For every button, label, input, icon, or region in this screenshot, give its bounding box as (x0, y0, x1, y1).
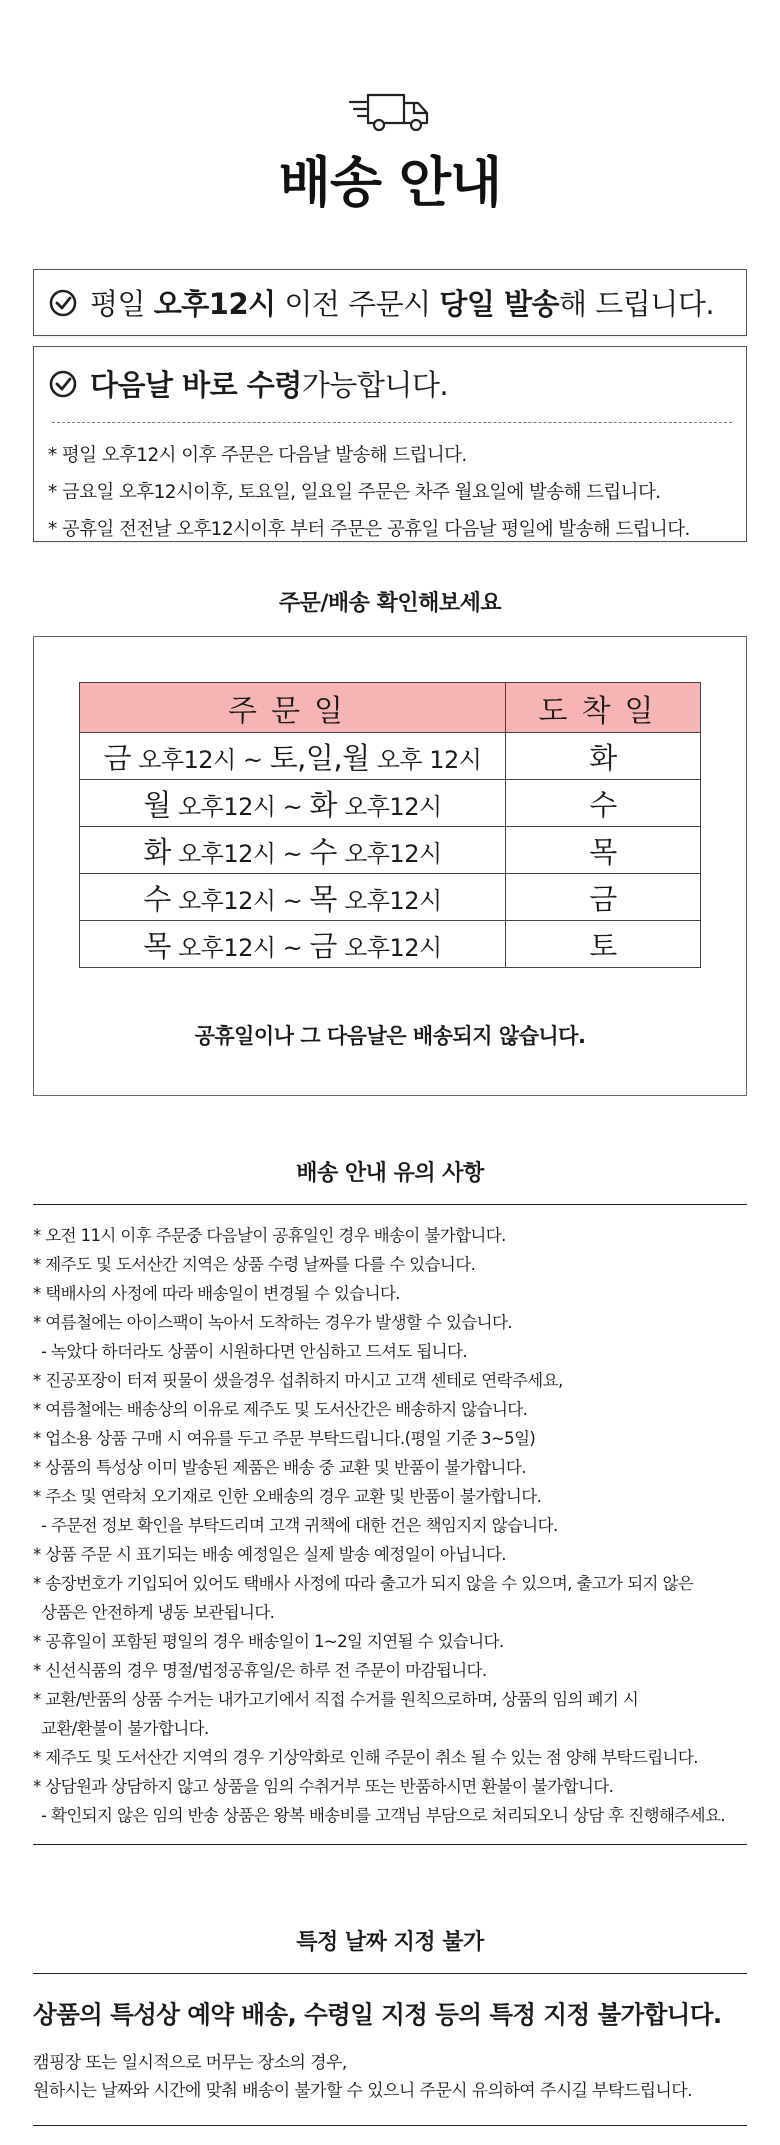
arrival-day: 수 (506, 780, 701, 827)
order-range (80, 921, 506, 968)
from-time: 오후12시 ~ (170, 886, 310, 915)
next-day-notes (48, 437, 746, 548)
no-delivery-notice: 공휴일이나 그 다음날은 배송되지 않습니다. (194, 1024, 586, 1048)
to-time: 오후12시 (336, 792, 442, 821)
to-time: 오후12시 (336, 839, 442, 868)
same-day-shipping-box (33, 269, 747, 336)
order-range (80, 874, 506, 921)
specific-date-body (33, 2049, 747, 2105)
caution-item: * 상품의 특성상 이미 발송된 제품은 배송 중 교환 및 반품이 불가합니다. (33, 1458, 526, 1477)
caution-subitem: - 녹았다 하더라도 상품이 시원하다면 안심하고 드셔도 됩니다. (41, 1342, 467, 1361)
from-day: 화 (143, 834, 171, 869)
arrival-day: 화 (506, 733, 701, 780)
next-day-post: 가능합니다. (301, 368, 449, 402)
arrival-day: 목 (506, 827, 701, 874)
specific-line: 캠핑장 또는 일시적으로 머무는 장소의 경우, (33, 2053, 347, 2073)
table-row (80, 733, 701, 780)
caution-item: * 송장번호가 기입되어 있어도 택배사 사정에 따라 출고가 되지 않을 수 있으며, 출고가 되지 않은 (33, 1574, 694, 1593)
check-circle-icon (48, 288, 78, 318)
from-day: 목 (143, 928, 171, 963)
order-check-box (33, 636, 747, 1096)
table-row (80, 780, 701, 827)
to-day: 토,일,월 (269, 740, 370, 775)
arrival-day: 금 (506, 874, 701, 921)
caution-item: * 제주도 및 도서산간 지역은 상품 수령 날짜를 다를 수 있습니다. (33, 1255, 476, 1274)
from-day: 월 (143, 787, 171, 822)
divider (33, 1973, 747, 1974)
from-day: 수 (143, 881, 171, 916)
page-header (0, 0, 780, 217)
note-item: * 공휴일 전전날 오후12시이후 부터 주문은 공휴일 다음날 평일에 발송해 드립니다. (48, 519, 690, 540)
same-day-mid: 이전 주문시 (275, 287, 440, 321)
check-circle-icon (48, 369, 78, 399)
order-range (80, 733, 506, 780)
note-item: * 평일 오후12시 이후 주문은 다음날 발송해 드립니다. (48, 445, 467, 466)
specific-line: 원하시는 날짜와 시간에 맞춰 배송이 불가할 수 있으니 주문시 유의하여 주시길 부탁드립니다. (33, 2081, 692, 2101)
caution-title: 배송 안내 유의 사항 (296, 1161, 484, 1186)
next-day-delivery-box (33, 346, 747, 542)
caution-item: * 교환/반품의 상품 수거는 내가고기에서 직접 수거를 원칙으로하며, 상품의 임의 폐기 시 (33, 1690, 639, 1709)
caution-item: * 진공포장이 터져 핏물이 샜을경우 섭취하지 마시고 고객 센테로 연락주세요, (33, 1371, 563, 1390)
same-day-emphasis: 당일 발송 (439, 287, 560, 321)
table-header-row (80, 683, 701, 733)
caution-item: * 상담원과 상담하지 않고 상품을 임의 수취거부 또는 반품하시면 환불이 불가합니다. (33, 1777, 614, 1796)
table-row (80, 921, 701, 968)
to-time: 오후12시 (336, 886, 442, 915)
divider (33, 1844, 747, 1845)
delivery-truck-icon (348, 90, 432, 132)
header-arrival-date: 도착일 (506, 683, 701, 733)
caution-subitem: - 확인되지 않은 임의 반송 상품은 왕복 배송비를 고객님 부담으로 처리되오니 상담 후 진행해주세요. (41, 1806, 725, 1825)
caution-item: * 오전 11시 이후 주문중 다음날이 공휴일인 경우 배송이 불가합니다. (33, 1226, 506, 1245)
specific-date-headline: 상품의 특성상 예약 배송, 수령일 지정 등의 특정 지정 불가합니다. (33, 2000, 722, 2029)
caution-item: * 업소용 상품 구매 시 여유를 두고 주문 부탁드립니다.(평일 기준 3~5일) (33, 1429, 536, 1448)
same-day-time: 오후12시 (153, 287, 276, 321)
caution-list (33, 1221, 747, 1830)
same-day-pre: 평일 (90, 287, 154, 321)
note-item: * 금요일 오후12시이후, 토요일, 일요일 주문은 차주 월요일에 발송해 드립니다. (48, 482, 661, 503)
next-day-headline (48, 363, 746, 404)
to-day: 수 (309, 834, 337, 869)
caution-subitem: - 주문전 정보 확인을 부탁드리며 고객 귀책에 대한 건은 책임지지 않습니다. (41, 1516, 558, 1535)
page-title: 배송 안내 (278, 151, 502, 214)
header-order-date: 주문일 (80, 683, 506, 733)
same-day-text (90, 282, 714, 323)
order-check-title: 주문/배송 확인해보세요 (278, 591, 502, 616)
caution-item: * 여름철에는 아이스팩이 녹아서 도착하는 경우가 발생할 수 있습니다. (33, 1313, 512, 1332)
divider (33, 2125, 747, 2126)
from-time: 오후12시 ~ (170, 933, 310, 962)
caution-item: * 주소 및 연락처 오기재로 인한 오배송의 경우 교환 및 반품이 불가합니다. (33, 1487, 542, 1506)
caution-item: * 택배사의 사정에 따라 배송일이 변경될 수 있습니다. (33, 1284, 400, 1303)
caution-item: * 여름철에는 배송상의 이유로 제주도 및 도서산간은 배송하지 않습니다. (33, 1400, 528, 1419)
specific-date-title: 특정 날짜 지정 불가 (296, 1930, 484, 1955)
table-row (80, 874, 701, 921)
next-day-emphasis: 다음날 바로 수령 (90, 368, 302, 402)
caution-item: * 신선식품의 경우 명절/법정공휴일/은 하루 전 주문이 마감됩니다. (33, 1661, 487, 1680)
to-day: 목 (309, 881, 337, 916)
same-day-post: 해 드립니다. (559, 287, 715, 321)
arrival-day: 토 (506, 921, 701, 968)
caution-item: * 공휴일이 포함된 평일의 경우 배송일이 1~2일 지연될 수 있습니다. (33, 1632, 504, 1651)
to-day: 금 (309, 928, 337, 963)
caution-item: * 제주도 및 도서산간 지역의 경우 기상악화로 인해 주문이 취소 될 수 있는 점 양해 부탁드립니다. (33, 1748, 698, 1767)
to-time: 오후 12시 (369, 745, 482, 774)
from-day: 금 (103, 740, 132, 775)
from-time: 오후12시 ~ (131, 745, 270, 774)
to-day: 화 (309, 787, 337, 822)
caution-subitem: 교환/환불이 불가합니다. (41, 1719, 209, 1738)
order-range (80, 780, 506, 827)
divider (33, 1204, 747, 1205)
order-range (80, 827, 506, 874)
table-row (80, 827, 701, 874)
order-arrival-table (79, 682, 701, 968)
from-time: 오후12시 ~ (170, 792, 310, 821)
to-time: 오후12시 (336, 933, 442, 962)
caution-item: * 상품 주문 시 표기되는 배송 예정일은 실제 발송 예정일이 아닙니다. (33, 1545, 506, 1564)
dashed-divider (52, 422, 732, 423)
caution-subitem: 상품은 안전하게 냉동 보관됩니다. (41, 1603, 275, 1622)
from-time: 오후12시 ~ (170, 839, 310, 868)
